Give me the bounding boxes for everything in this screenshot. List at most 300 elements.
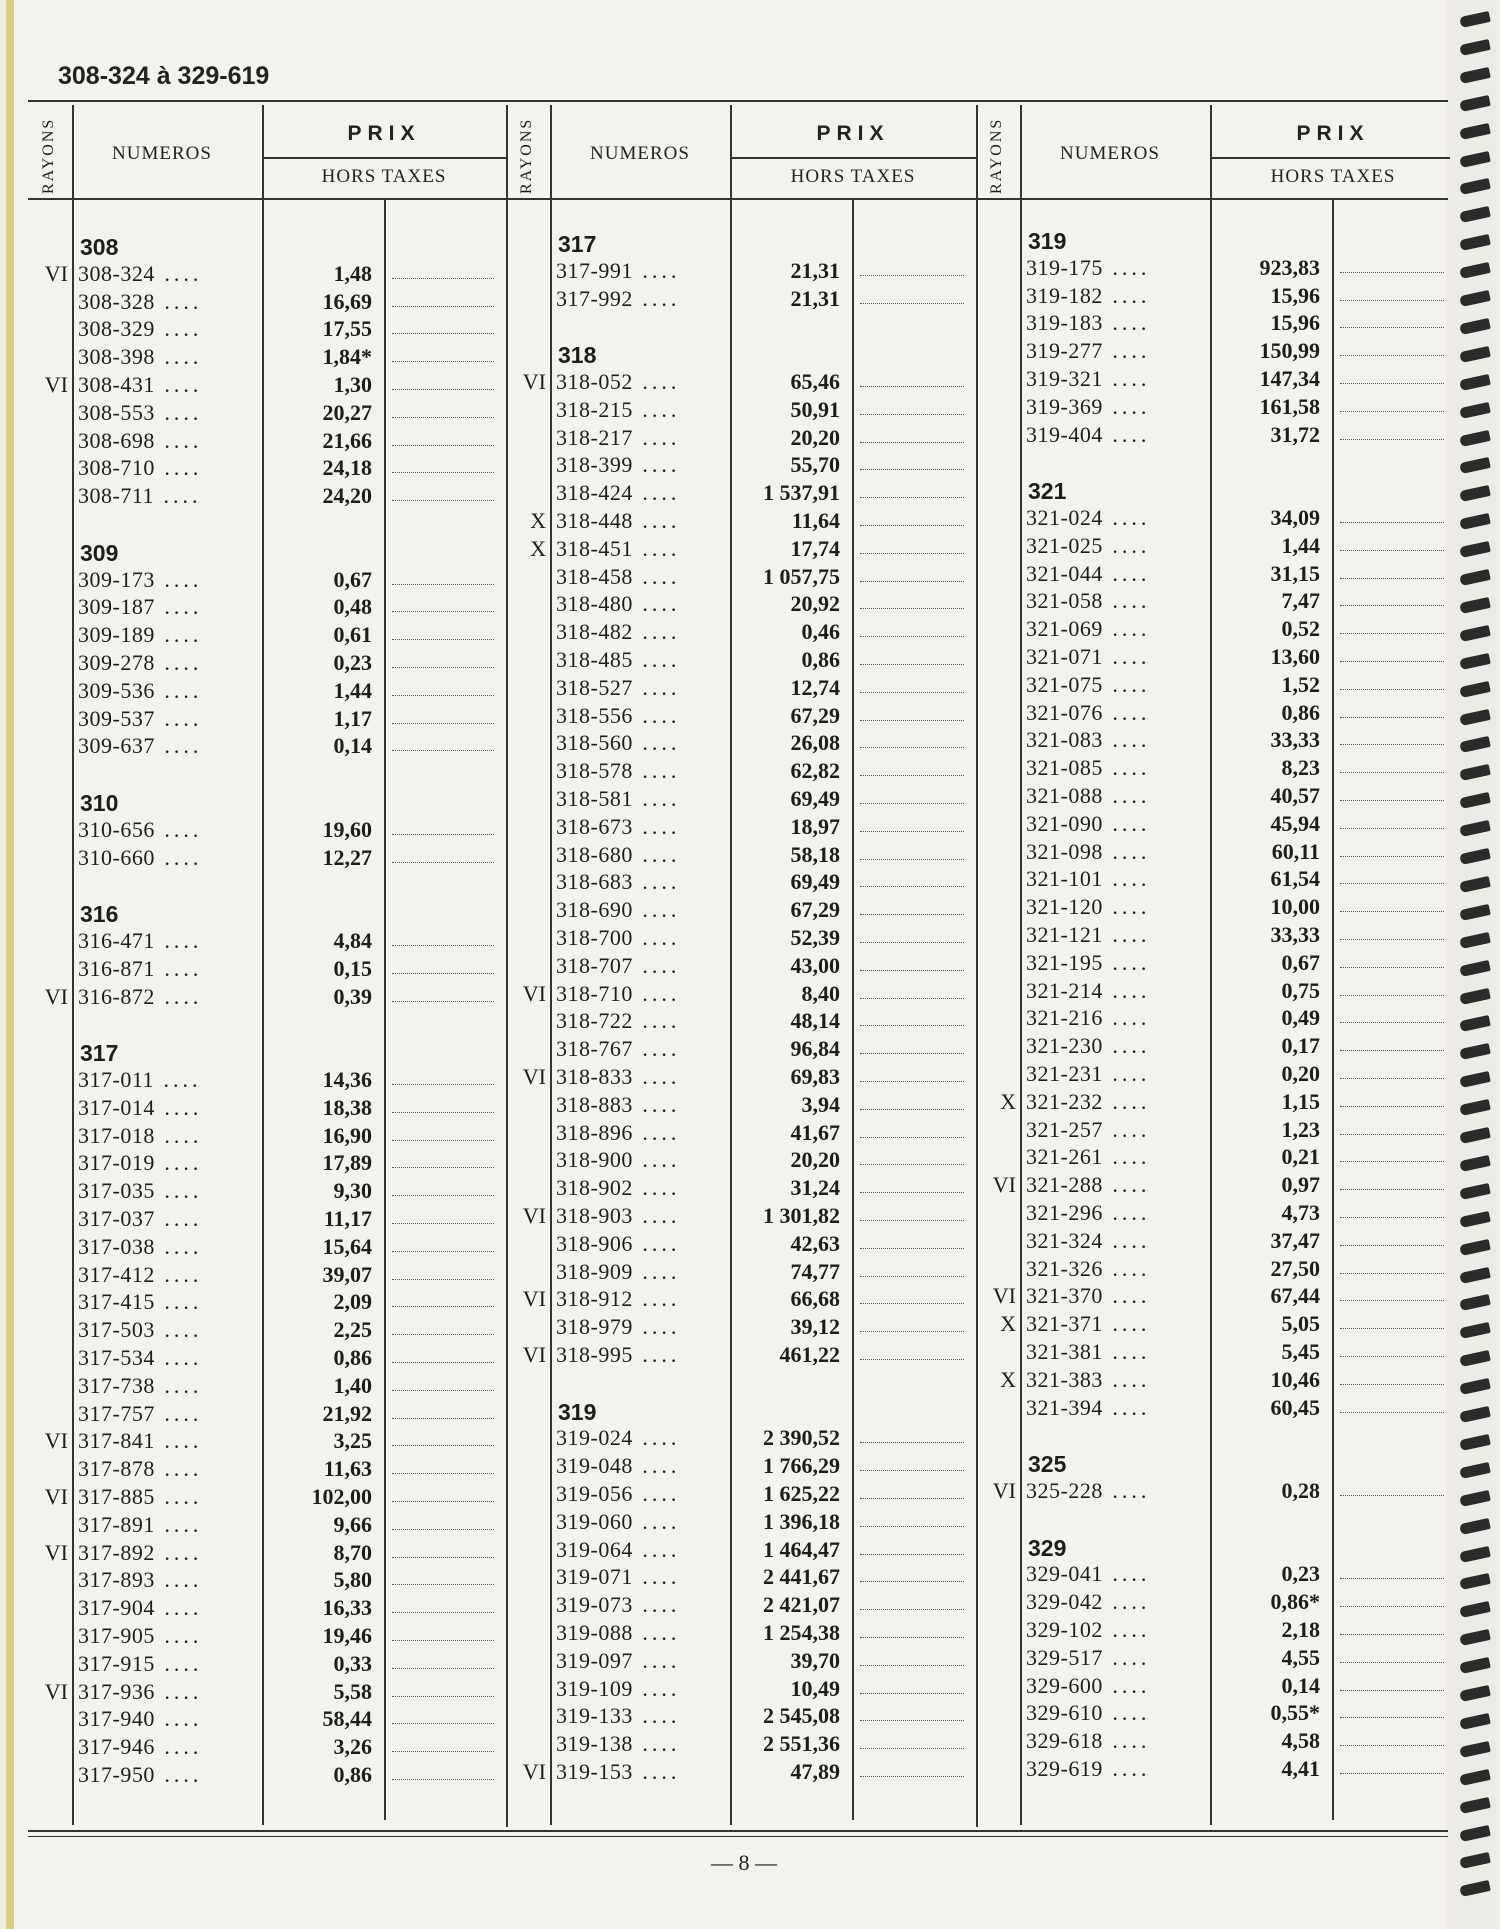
part-number bbox=[78, 427, 202, 455]
part-number bbox=[78, 288, 202, 316]
dot-leader: .... bbox=[1102, 1756, 1151, 1781]
entry-line bbox=[860, 692, 964, 693]
spiral-ring bbox=[1459, 653, 1491, 670]
entry-line bbox=[1340, 828, 1444, 829]
entry-line bbox=[860, 803, 964, 804]
part-number bbox=[556, 535, 680, 563]
entry-line bbox=[1340, 633, 1444, 634]
price-value: 1,44 bbox=[1281, 532, 1320, 558]
spiral-ring bbox=[1459, 206, 1491, 223]
entry-line bbox=[1340, 1328, 1444, 1329]
part-number-text: 329-619 bbox=[1026, 1756, 1103, 1781]
part-number bbox=[1026, 532, 1150, 560]
dot-leader: .... bbox=[154, 1206, 203, 1231]
part-number-text: 321-098 bbox=[1026, 838, 1103, 864]
part-number bbox=[78, 1511, 202, 1539]
part-number bbox=[1026, 1338, 1150, 1366]
price-value: 0,55* bbox=[1270, 1700, 1320, 1726]
table-row bbox=[28, 732, 506, 760]
dot-leader: .... bbox=[1102, 1088, 1151, 1114]
price-value: 0,52 bbox=[1281, 616, 1320, 642]
entry-line bbox=[392, 306, 494, 307]
rayon-code: X bbox=[1000, 1366, 1016, 1392]
price-value: 96,84 bbox=[790, 1036, 840, 1062]
part-number-text: 329-102 bbox=[1026, 1617, 1103, 1642]
table-row bbox=[506, 257, 976, 285]
part-number-text: 318-556 bbox=[556, 702, 633, 728]
part-number bbox=[78, 1372, 202, 1400]
part-number bbox=[1026, 1282, 1150, 1310]
entry-line bbox=[1340, 1745, 1444, 1746]
part-number bbox=[556, 1702, 680, 1730]
spiral-ring bbox=[1459, 1211, 1491, 1228]
table-row bbox=[506, 1202, 976, 1230]
price-value: 3,25 bbox=[333, 1428, 372, 1454]
price-value: 17,55 bbox=[322, 316, 372, 342]
part-number-text: 321-071 bbox=[1026, 644, 1103, 669]
price-value: 1 301,82 bbox=[763, 1203, 840, 1228]
dot-leader: .... bbox=[632, 619, 681, 645]
dot-leader: .... bbox=[1102, 588, 1151, 614]
table-row bbox=[28, 927, 506, 955]
price-value: 0,23 bbox=[333, 650, 372, 675]
table-row bbox=[976, 921, 1456, 949]
dot-leader: .... bbox=[154, 344, 203, 370]
dot-leader: .... bbox=[154, 1595, 203, 1621]
part-number-text: 316-872 bbox=[78, 983, 155, 1009]
price-value: 161,58 bbox=[1259, 393, 1320, 419]
part-number-text: 317-878 bbox=[78, 1456, 155, 1482]
table-row bbox=[28, 1149, 506, 1177]
part-number-text: 317-018 bbox=[78, 1122, 155, 1148]
entry-line bbox=[860, 1192, 964, 1193]
table-row bbox=[28, 955, 506, 983]
table-row bbox=[976, 643, 1456, 671]
part-number-text: 321-085 bbox=[1026, 755, 1103, 781]
spiral-ring bbox=[1459, 1322, 1491, 1339]
dot-leader: .... bbox=[632, 786, 681, 811]
part-number bbox=[1026, 1644, 1150, 1672]
part-number bbox=[556, 563, 680, 591]
table-row bbox=[28, 1316, 506, 1344]
prix-header: PRIX bbox=[1296, 122, 1370, 145]
part-number-text: 321-076 bbox=[1026, 699, 1103, 725]
dot-leader: .... bbox=[632, 730, 681, 756]
table-row bbox=[506, 980, 976, 1008]
dot-leader: .... bbox=[1102, 1672, 1151, 1698]
dot-leader: .... bbox=[1102, 1589, 1151, 1615]
part-number bbox=[78, 1733, 202, 1761]
price-value: 147,34 bbox=[1259, 366, 1320, 391]
dot-leader: .... bbox=[154, 1067, 202, 1092]
dot-leader: .... bbox=[154, 316, 203, 342]
spiral-ring bbox=[1459, 318, 1491, 335]
price-value: 0,23 bbox=[1281, 1561, 1320, 1587]
table-row bbox=[28, 1177, 506, 1205]
dot-leader: .... bbox=[154, 399, 203, 425]
table-row bbox=[976, 1699, 1456, 1727]
dot-leader: .... bbox=[632, 480, 681, 506]
dot-leader: .... bbox=[632, 1314, 681, 1340]
dot-leader: .... bbox=[632, 1147, 681, 1173]
price-value: 11,63 bbox=[323, 1456, 372, 1482]
table-row bbox=[976, 1199, 1456, 1227]
table-row bbox=[506, 451, 976, 479]
price-value: 0,20 bbox=[1281, 1061, 1320, 1086]
dot-leader: .... bbox=[632, 452, 681, 478]
price-value: 13,60 bbox=[1270, 644, 1320, 669]
entry-line bbox=[392, 584, 494, 585]
part-number-text: 317-915 bbox=[78, 1650, 155, 1676]
spiral-binding bbox=[1450, 0, 1500, 1929]
part-number-text: 319-060 bbox=[556, 1508, 633, 1534]
part-number-text: 308-431 bbox=[78, 372, 155, 397]
part-number-text: 319-024 bbox=[556, 1425, 633, 1451]
rayon-code: VI bbox=[44, 1428, 68, 1454]
entry-line bbox=[1340, 1412, 1444, 1413]
rayon-code: VI bbox=[992, 1283, 1016, 1309]
part-number-text: 317-904 bbox=[78, 1595, 155, 1621]
entry-line bbox=[392, 1612, 494, 1613]
part-number bbox=[1026, 1116, 1150, 1144]
entry-line bbox=[392, 1668, 494, 1669]
spiral-ring bbox=[1459, 1239, 1491, 1256]
dot-leader: .... bbox=[632, 285, 681, 311]
price-value: 21,31 bbox=[790, 285, 840, 311]
entry-line bbox=[392, 1640, 494, 1641]
part-number bbox=[78, 816, 202, 844]
part-number-text: 319-088 bbox=[556, 1620, 633, 1645]
price-value: 67,29 bbox=[790, 897, 840, 923]
price-value: 33,33 bbox=[1270, 727, 1320, 753]
table-row bbox=[976, 949, 1456, 977]
part-number bbox=[78, 1066, 202, 1094]
price-value: 20,20 bbox=[790, 424, 840, 450]
dot-leader: .... bbox=[1102, 1339, 1151, 1364]
price-value: 2 441,67 bbox=[763, 1564, 840, 1590]
part-number bbox=[556, 1258, 680, 1286]
price-value: 58,18 bbox=[790, 841, 840, 867]
dot-leader: .... bbox=[632, 563, 681, 589]
part-number bbox=[1026, 1199, 1150, 1227]
part-number bbox=[1026, 1588, 1150, 1616]
spiral-ring bbox=[1459, 1825, 1491, 1842]
price-value: 1 537,91 bbox=[763, 480, 840, 506]
part-number-text: 316-871 bbox=[78, 955, 155, 981]
price-value: 5,80 bbox=[333, 1567, 372, 1593]
part-number bbox=[556, 1174, 680, 1202]
table-row bbox=[976, 1310, 1456, 1338]
entry-line bbox=[392, 1306, 494, 1307]
entry-line bbox=[392, 1140, 494, 1141]
part-number-text: 318-451 bbox=[556, 535, 633, 561]
part-number-text: 318-912 bbox=[556, 1286, 633, 1312]
rayon-code: X bbox=[530, 535, 546, 561]
entry-line bbox=[392, 1418, 494, 1419]
dot-leader: .... bbox=[154, 1178, 203, 1204]
table-row bbox=[506, 1063, 976, 1091]
price-value: 33,33 bbox=[1270, 922, 1320, 947]
dot-leader: .... bbox=[154, 1122, 203, 1148]
entry-line bbox=[1340, 1634, 1444, 1635]
entry-line bbox=[1340, 1495, 1444, 1496]
part-number bbox=[1026, 282, 1150, 310]
part-number-text: 321-214 bbox=[1026, 977, 1103, 1003]
dot-leader: .... bbox=[154, 455, 203, 481]
entry-line bbox=[860, 1748, 964, 1749]
section-heading: 321 bbox=[1028, 478, 1067, 505]
entry-line bbox=[1340, 1690, 1444, 1691]
dot-leader: .... bbox=[154, 1289, 203, 1315]
part-number bbox=[78, 482, 202, 510]
entry-line bbox=[392, 1445, 494, 1446]
dot-leader: .... bbox=[1102, 810, 1151, 836]
price-value: 11,17 bbox=[323, 1206, 372, 1231]
table-row bbox=[976, 1644, 1456, 1672]
part-number-text: 321-370 bbox=[1026, 1283, 1103, 1309]
table-row bbox=[506, 1508, 976, 1536]
part-number-text: 319-064 bbox=[556, 1536, 633, 1562]
dot-leader: .... bbox=[632, 369, 681, 394]
part-number bbox=[556, 702, 680, 730]
entry-line bbox=[1340, 578, 1444, 579]
part-number bbox=[1026, 977, 1150, 1005]
entry-line bbox=[860, 525, 964, 526]
part-number bbox=[1026, 1310, 1150, 1338]
entry-line bbox=[1340, 995, 1444, 996]
table-row bbox=[28, 705, 506, 733]
table-row bbox=[28, 315, 506, 343]
entry-line bbox=[860, 1220, 964, 1221]
part-number-text: 321-232 bbox=[1026, 1088, 1103, 1114]
part-number bbox=[78, 1427, 202, 1455]
part-number bbox=[1026, 1143, 1150, 1171]
part-number bbox=[556, 451, 680, 479]
table-row bbox=[506, 1591, 976, 1619]
part-number bbox=[1026, 921, 1150, 949]
entry-line bbox=[1340, 1245, 1444, 1246]
spiral-ring bbox=[1459, 374, 1491, 391]
entry-line bbox=[392, 862, 494, 863]
price-value: 4,58 bbox=[1281, 1728, 1320, 1754]
part-number bbox=[556, 1119, 680, 1147]
spiral-ring bbox=[1459, 1350, 1491, 1367]
table-row bbox=[506, 841, 976, 869]
price-value: 16,33 bbox=[322, 1595, 372, 1621]
entry-line bbox=[392, 667, 494, 668]
dot-leader: .... bbox=[154, 1734, 203, 1760]
part-number bbox=[1026, 699, 1150, 727]
table-row bbox=[28, 983, 506, 1011]
part-number bbox=[78, 1761, 202, 1789]
dot-leader: .... bbox=[1102, 421, 1151, 447]
dot-leader: .... bbox=[154, 594, 203, 620]
entry-line bbox=[860, 886, 964, 887]
section-heading: 309 bbox=[80, 539, 119, 566]
rayon-code: VI bbox=[522, 1759, 546, 1784]
price-value: 5,05 bbox=[1281, 1311, 1320, 1337]
part-number-text: 309-173 bbox=[78, 566, 155, 592]
part-number bbox=[78, 1594, 202, 1622]
dot-leader: .... bbox=[632, 758, 681, 784]
price-value: 0,86 bbox=[333, 1762, 372, 1787]
section-heading: 317 bbox=[80, 1040, 119, 1067]
dot-leader: .... bbox=[1102, 1394, 1151, 1420]
entry-line bbox=[860, 1693, 964, 1694]
part-number bbox=[78, 1233, 202, 1261]
table-row bbox=[28, 1094, 506, 1122]
entry-line bbox=[1340, 1078, 1444, 1079]
price-value: 45,94 bbox=[1270, 810, 1320, 836]
part-number bbox=[78, 343, 202, 371]
table-row bbox=[506, 1675, 976, 1703]
dot-leader: .... bbox=[1102, 671, 1151, 697]
entry-line bbox=[1340, 1384, 1444, 1385]
part-number bbox=[556, 396, 680, 424]
part-number-text: 308-398 bbox=[78, 344, 155, 370]
part-number bbox=[1026, 615, 1150, 643]
table-row bbox=[506, 1619, 976, 1647]
entry-line bbox=[392, 1473, 494, 1474]
spiral-ring bbox=[1459, 1267, 1491, 1284]
entry-line bbox=[860, 442, 964, 443]
entry-line bbox=[392, 1334, 494, 1335]
part-number bbox=[1026, 1394, 1150, 1422]
part-number-text: 317-940 bbox=[78, 1706, 155, 1732]
table-row bbox=[506, 479, 976, 507]
part-number-text: 321-025 bbox=[1026, 532, 1103, 558]
dot-leader: .... bbox=[1102, 644, 1151, 669]
part-number bbox=[556, 507, 680, 535]
part-number-text: 319-133 bbox=[556, 1703, 633, 1729]
part-number-text: 318-909 bbox=[556, 1258, 633, 1284]
rayon-code: VI bbox=[44, 372, 68, 397]
entry-line bbox=[392, 1723, 494, 1724]
part-number-text: 329-042 bbox=[1026, 1589, 1103, 1615]
price-value: 69,83 bbox=[790, 1064, 840, 1089]
dot-leader: .... bbox=[154, 260, 203, 286]
part-number-text: 318-424 bbox=[556, 480, 633, 506]
price-value: 1,30 bbox=[333, 372, 372, 397]
entry-line bbox=[392, 361, 494, 362]
table-row bbox=[506, 1091, 976, 1119]
price-value: 11,64 bbox=[791, 508, 840, 533]
entry-line bbox=[1340, 1300, 1444, 1301]
part-number-text: 318-710 bbox=[556, 980, 633, 1006]
dot-leader: .... bbox=[1102, 1227, 1151, 1253]
table-row bbox=[28, 1761, 506, 1789]
dot-leader: .... bbox=[1102, 338, 1151, 364]
part-number-text: 318-722 bbox=[556, 1008, 633, 1034]
part-number bbox=[1026, 893, 1150, 921]
part-number-text: 319-369 bbox=[1026, 393, 1103, 419]
table-row bbox=[506, 507, 976, 535]
part-number bbox=[78, 1122, 202, 1150]
part-number-text: 308-711 bbox=[78, 483, 155, 509]
dot-leader: .... bbox=[1102, 755, 1151, 781]
dot-leader: .... bbox=[1102, 1255, 1151, 1281]
price-value: 69,49 bbox=[790, 786, 840, 811]
spiral-ring bbox=[1459, 1490, 1491, 1507]
dot-leader: .... bbox=[1102, 1283, 1151, 1309]
dot-leader: .... bbox=[154, 1317, 203, 1343]
price-value: 0,49 bbox=[1281, 1005, 1320, 1031]
spiral-ring bbox=[1459, 1546, 1491, 1563]
price-value: 2 545,08 bbox=[763, 1703, 840, 1729]
rayon-code: VI bbox=[992, 1478, 1016, 1503]
part-number-text: 318-900 bbox=[556, 1147, 633, 1173]
spiral-ring bbox=[1459, 792, 1491, 809]
price-value: 21,66 bbox=[322, 427, 372, 453]
dot-leader: .... bbox=[632, 535, 681, 561]
entry-line bbox=[860, 1498, 964, 1499]
price-value: 50,91 bbox=[790, 396, 840, 422]
table-row bbox=[28, 343, 506, 371]
table-row bbox=[506, 1313, 976, 1341]
table-row bbox=[28, 1566, 506, 1594]
dot-leader: .... bbox=[154, 1233, 203, 1259]
part-number bbox=[1026, 949, 1150, 977]
price-value: 0,67 bbox=[1281, 949, 1320, 975]
table-row bbox=[506, 590, 976, 618]
price-value: 10,00 bbox=[1270, 894, 1320, 920]
part-number bbox=[556, 729, 680, 757]
table-row bbox=[976, 838, 1456, 866]
spiral-ring bbox=[1459, 709, 1491, 726]
table-row bbox=[506, 396, 976, 424]
price-value: 43,00 bbox=[790, 952, 840, 978]
entry-line bbox=[392, 1279, 494, 1280]
entry-line bbox=[392, 1084, 494, 1085]
part-number bbox=[78, 1622, 202, 1650]
entry-line bbox=[1340, 1022, 1444, 1023]
entry-line bbox=[860, 1053, 964, 1054]
part-number-text: 317-946 bbox=[78, 1734, 155, 1760]
part-number-text: 319-182 bbox=[1026, 282, 1103, 308]
entry-line bbox=[1340, 1578, 1444, 1579]
table-row bbox=[976, 532, 1456, 560]
part-number-text: 316-471 bbox=[78, 928, 155, 953]
entry-line bbox=[860, 1303, 964, 1304]
part-number-text: 317-936 bbox=[78, 1678, 155, 1704]
part-number-text: 321-394 bbox=[1026, 1394, 1103, 1420]
rayons-header: RAYONS bbox=[988, 117, 1005, 194]
dot-leader: .... bbox=[1102, 1728, 1151, 1754]
dot-leader: .... bbox=[632, 1425, 681, 1451]
price-value: 1 464,47 bbox=[763, 1536, 840, 1562]
table-row bbox=[976, 726, 1456, 754]
entry-line bbox=[392, 1501, 494, 1502]
dot-leader: .... bbox=[1102, 1061, 1151, 1086]
entry-line bbox=[1340, 661, 1444, 662]
spiral-ring bbox=[1459, 11, 1491, 28]
table-row bbox=[976, 365, 1456, 393]
part-number-text: 318-767 bbox=[556, 1036, 633, 1062]
header-bottom-rule bbox=[28, 198, 1448, 200]
part-number-text: 321-195 bbox=[1026, 949, 1103, 975]
price-value: 8,23 bbox=[1281, 755, 1320, 781]
table-row bbox=[506, 702, 976, 730]
table-row bbox=[506, 1007, 976, 1035]
spiral-ring bbox=[1459, 1099, 1491, 1116]
part-number-text: 309-189 bbox=[78, 622, 155, 648]
price-value: 26,08 bbox=[790, 730, 840, 756]
part-number-text: 321-288 bbox=[1026, 1172, 1103, 1198]
entry-line bbox=[1340, 411, 1444, 412]
price-value: 31,24 bbox=[790, 1175, 840, 1201]
dot-leader: .... bbox=[632, 396, 681, 422]
table-row bbox=[506, 1424, 976, 1452]
